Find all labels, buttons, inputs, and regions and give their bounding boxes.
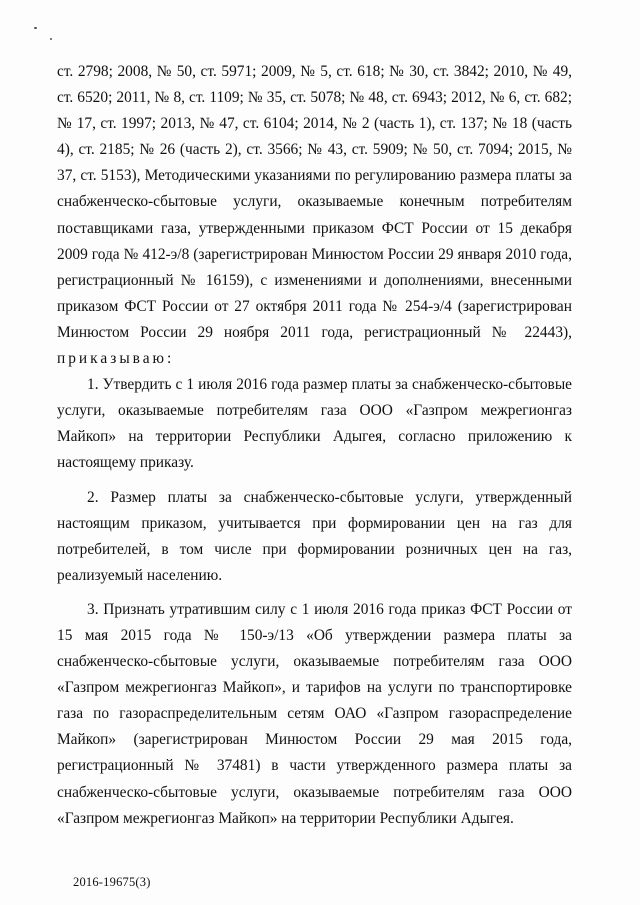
clause-1: 1. Утвердить с 1 июля 2016 года размер платы за снабженческо-сбытовые услуги, оказываемые потребителям газа ООО «Газпром межрегионгаз Майкоп» на территории Республики Адыгея, согласно приложению к настоящему приказу. bbox=[57, 376, 572, 472]
scan-speck bbox=[50, 38, 52, 40]
clause-3: 3. Признать утратившим силу с 1 июля 2016 года приказ ФСТ России от 15 мая 2015 года № 150-э/13 «Об утверждении размера платы за снабженческо-сбытовые услуги, оказываемые потребителям газа ООО «Газпром межрегионгаз Майкоп», и тарифов на услуги по транспортировке газа по газораспределительным сетям ОАО «Газпром газораспределение Майкоп» (зарегистрирован Минюстом России 29 мая 2015 года, регистрационный № 37481) в части утвержденного размера платы за снабженческо-сбытовые услуги, оказываемые потребителям газа ООО «Газпром межрегионгаз Майкоп» на территории Республики Адыгея. bbox=[57, 600, 572, 827]
scan-speck bbox=[34, 27, 37, 29]
clause-2: 2. Размер платы за снабженческо-сбытовые услуги, утвержденный настоящим приказом, учитывается при формировании цен на газ для потребителей, в том числе при формировании розничных цен на газ, реализуемый населению. bbox=[57, 488, 572, 584]
document-body bbox=[57, 59, 572, 832]
order-word: приказываю: bbox=[57, 350, 175, 368]
preamble-paragraph: ст. 2798; 2008, № 50, ст. 5971; 2009, № 5, ст. 618; № 30, ст. 3842; 2010, № 49, ст. 6520; 2011, № 8, ст. 1109; № 35, ст. 5078; № 48, ст. 6943; 2012, № 6, ст. 682; № 17, ст. 1997; 2013, № 47, ст. 6104; 2014, № 2 (часть 1), ст. 137; № 18 (часть 4), ст. 2185; № 26 (часть 2), ст. 3566; № 43, ст. 5909; № 50, ст. 7094; 2015, № 37, ст. 5153), Методическими указаниями по регулированию размера платы за снабженческо-сбытовые услуги, оказываемые конечным потребителям поставщиками газа, утвержденными приказом ФСТ России от 15 декабря 2009 года № 412-э/8 (зарегистрирован Минюстом России 29 января 2010 года, регистрационный № 16159), с изменениями и дополнениями, внесенными приказом ФСТ России от 27 октября 2011 года № 254-э/4 (зарегистрирован Минюстом России 29 ноября 2011 года, регистрационный № 22443), bbox=[57, 63, 572, 341]
document-code: 2016-19675(3) bbox=[73, 875, 151, 889]
